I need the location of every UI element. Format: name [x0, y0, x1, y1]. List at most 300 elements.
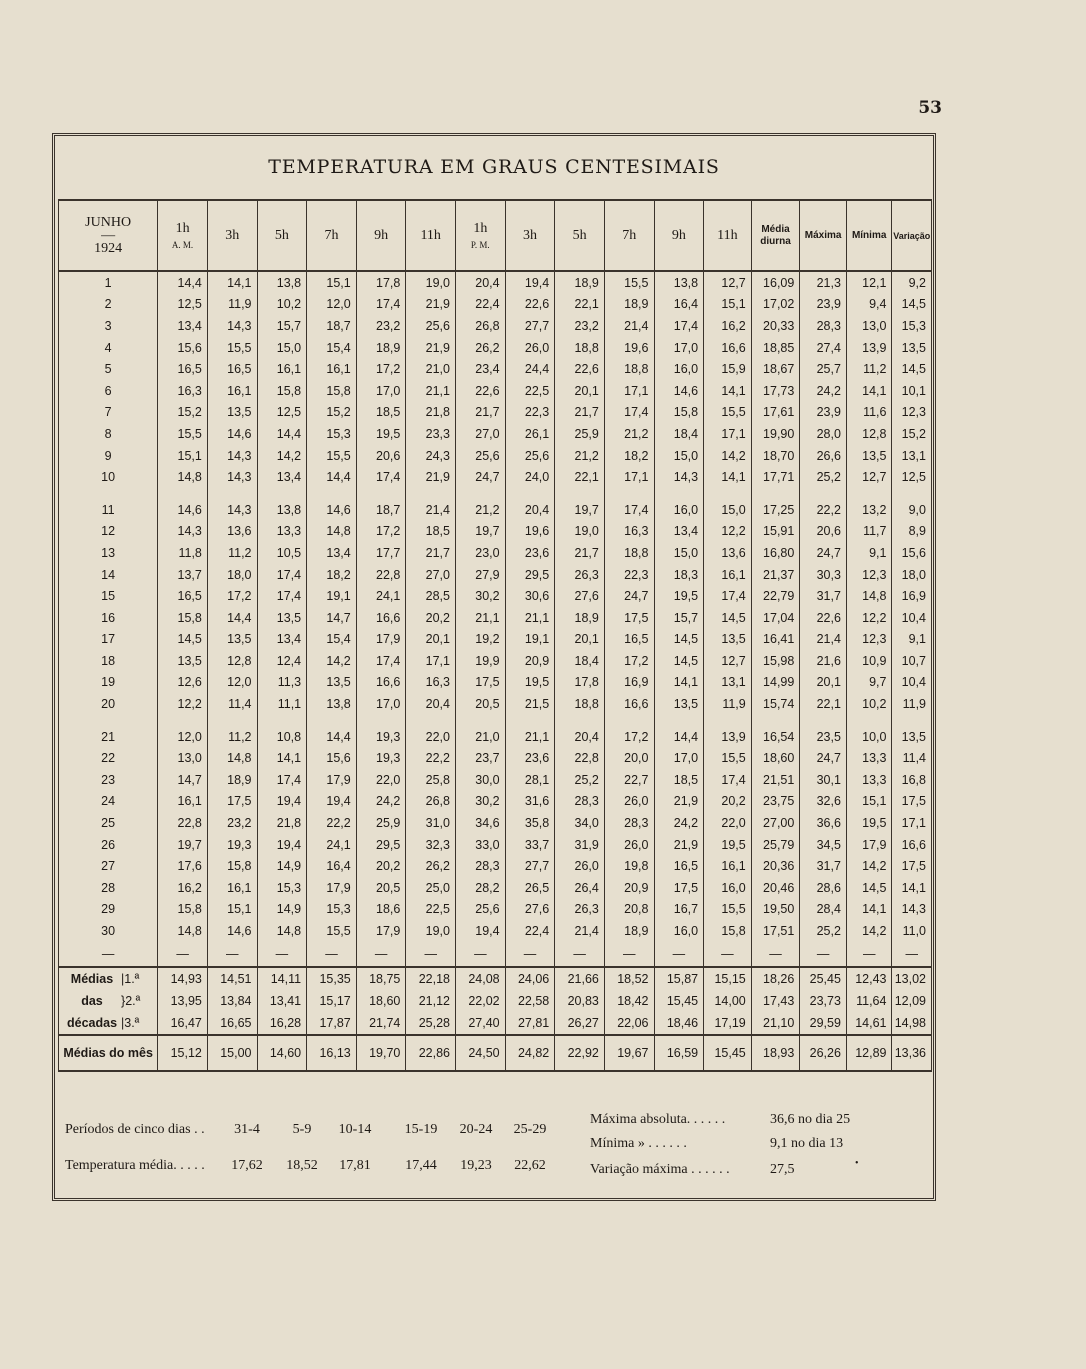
value-cell: 16,0: [654, 358, 704, 380]
value-cell: 10,4: [892, 672, 932, 694]
dash-row: [59, 942, 932, 967]
value-cell: 23,9: [800, 294, 847, 316]
col-minima: Mínima: [846, 200, 892, 271]
value-cell: 13,5: [257, 607, 307, 629]
value-cell: 19,5: [846, 812, 892, 834]
value-cell: 10,0: [846, 726, 892, 748]
dash-cell: —: [704, 942, 752, 967]
value-cell: 23,5: [800, 726, 847, 748]
value-cell: 15,3: [307, 899, 357, 921]
value-cell: 17,4: [257, 585, 307, 607]
month-average-cell: 15,45: [704, 1035, 752, 1071]
day-cell: 14: [59, 564, 158, 586]
value-cell: 10,7: [892, 650, 932, 672]
value-cell: 14,1: [654, 672, 704, 694]
value-cell: 19,0: [555, 521, 605, 543]
value-cell: 26,2: [406, 855, 456, 877]
value-cell: 12,2: [158, 693, 208, 715]
value-cell: 17,5: [892, 855, 932, 877]
value-cell: 14,4: [257, 423, 307, 445]
value-cell: 21,2: [555, 445, 605, 467]
value-cell: 12,2: [704, 521, 752, 543]
decade-average-cell: 25,28: [406, 1012, 456, 1035]
value-cell: 25,0: [406, 877, 456, 899]
decade-average-cell: 21,66: [555, 967, 605, 990]
value-cell: 11,9: [704, 693, 752, 715]
decade-average-cell: 14,98: [892, 1012, 932, 1035]
value-cell: 20,5: [356, 877, 406, 899]
table-row: [59, 607, 932, 629]
header-year: 1924: [94, 240, 123, 256]
value-cell: 15,7: [257, 315, 307, 337]
value-cell: 21,37: [751, 564, 800, 586]
col-11pm: 11h: [704, 200, 752, 271]
value-cell: 31,7: [800, 855, 847, 877]
table-row: [59, 466, 932, 488]
value-cell: 16,8: [892, 769, 932, 791]
value-cell: 15,5: [307, 445, 357, 467]
value-cell: 14,3: [207, 466, 257, 488]
value-cell: 27,6: [555, 585, 605, 607]
table-row: [59, 855, 932, 877]
value-cell: 20,4: [505, 499, 555, 521]
value-cell: 22,6: [505, 294, 555, 316]
value-cell: 16,5: [604, 629, 654, 651]
day-cell: 7: [59, 402, 158, 424]
month-average-cell: 15,12: [158, 1035, 208, 1071]
value-cell: 22,79: [751, 585, 800, 607]
value-cell: 17,2: [604, 650, 654, 672]
value-cell: 14,5: [892, 358, 932, 380]
value-cell: 14,1: [704, 380, 752, 402]
value-cell: 16,6: [604, 693, 654, 715]
value-cell: 24,1: [356, 585, 406, 607]
value-cell: 14,1: [704, 466, 752, 488]
decade-average-cell: 13,95: [158, 990, 208, 1012]
value-cell: 17,6: [158, 855, 208, 877]
value-cell: 12,0: [207, 672, 257, 694]
dash-cell: —: [158, 942, 208, 967]
value-cell: 18,4: [654, 423, 704, 445]
value-cell: 13,9: [846, 337, 892, 359]
value-cell: 16,6: [892, 834, 932, 856]
value-cell: 17,4: [704, 585, 752, 607]
dash-cell: —: [207, 942, 257, 967]
value-cell: 13,8: [257, 271, 307, 294]
decade-average-cell: 22,58: [505, 990, 555, 1012]
day-cell: 26: [59, 834, 158, 856]
value-cell: 13,5: [207, 629, 257, 651]
value-cell: 21,7: [406, 542, 456, 564]
value-cell: 14,4: [307, 466, 357, 488]
value-cell: 17,4: [356, 466, 406, 488]
value-cell: 15,6: [307, 747, 357, 769]
value-cell: 20,4: [456, 271, 506, 294]
month-average-cell: 18,93: [751, 1035, 800, 1071]
table-row: [59, 747, 932, 769]
decade-average-cell: 15,35: [307, 967, 357, 990]
value-cell: 16,4: [307, 855, 357, 877]
decade-label-cell: das }2.ª: [59, 990, 158, 1012]
value-cell: 26,5: [505, 877, 555, 899]
value-cell: 20,33: [751, 315, 800, 337]
value-cell: 30,2: [456, 791, 506, 813]
value-cell: 21,0: [456, 726, 506, 748]
value-cell: 14,8: [257, 920, 307, 942]
value-cell: 24,2: [654, 812, 704, 834]
value-cell: 19,3: [356, 747, 406, 769]
value-cell: 14,2: [846, 920, 892, 942]
temperature-table-wrap: [58, 199, 932, 1072]
value-cell: 21,4: [604, 315, 654, 337]
table-row: [59, 380, 932, 402]
decade-number: 2.ª: [125, 993, 141, 1008]
value-cell: 12,1: [846, 271, 892, 294]
period-cell: 25-29: [513, 1122, 547, 1137]
value-cell: 17,4: [604, 402, 654, 424]
value-cell: 26,0: [555, 855, 605, 877]
header-dash: —: [101, 227, 116, 243]
value-cell: 26,3: [555, 564, 605, 586]
month-average-row: [59, 1035, 932, 1071]
value-cell: 13,6: [207, 521, 257, 543]
month-average-cell: 12,89: [846, 1035, 892, 1071]
value-cell: 10,9: [846, 650, 892, 672]
value-cell: 17,5: [604, 607, 654, 629]
value-cell: 28,1: [505, 769, 555, 791]
value-cell: 20,36: [751, 855, 800, 877]
value-cell: 17,4: [356, 650, 406, 672]
value-cell: 15,6: [892, 542, 932, 564]
decade-average-cell: 29,59: [800, 1012, 847, 1035]
value-cell: 14,8: [158, 920, 208, 942]
value-cell: 17,71: [751, 466, 800, 488]
value-cell: 24,3: [406, 445, 456, 467]
value-cell: 18,4: [555, 650, 605, 672]
value-cell: 13,3: [846, 747, 892, 769]
value-cell: 17,2: [356, 521, 406, 543]
decade-average-cell: 14,51: [207, 967, 257, 990]
decade-average-cell: 12,43: [846, 967, 892, 990]
value-cell: 17,7: [356, 542, 406, 564]
value-cell: 13,4: [654, 521, 704, 543]
value-cell: 22,8: [555, 747, 605, 769]
value-cell: 23,4: [456, 358, 506, 380]
table-row: [59, 812, 932, 834]
value-cell: 14,1: [257, 747, 307, 769]
value-cell: 17,9: [356, 629, 406, 651]
table-row: [59, 499, 932, 521]
value-cell: 23,2: [207, 812, 257, 834]
value-cell: 16,1: [704, 855, 752, 877]
value-cell: 24,7: [800, 542, 847, 564]
value-cell: 34,5: [800, 834, 847, 856]
dash-cell: —: [456, 942, 506, 967]
value-cell: 13,1: [892, 445, 932, 467]
value-cell: 28,2: [456, 877, 506, 899]
value-cell: 20,8: [604, 899, 654, 921]
day-cell: 23: [59, 769, 158, 791]
value-cell: 21,6: [800, 650, 847, 672]
table-row: [59, 726, 932, 748]
col-1am: 1h A. M.: [158, 200, 208, 271]
value-cell: 12,8: [207, 650, 257, 672]
decade-average-cell: 15,17: [307, 990, 357, 1012]
value-cell: 14,3: [207, 445, 257, 467]
value-cell: 18,2: [307, 564, 357, 586]
value-cell: 27,7: [505, 855, 555, 877]
value-cell: 13,4: [257, 466, 307, 488]
value-cell: 17,0: [654, 337, 704, 359]
decade-average-row: [59, 1012, 932, 1035]
value-cell: 22,4: [505, 920, 555, 942]
value-cell: 16,2: [704, 315, 752, 337]
day-cell: 10: [59, 466, 158, 488]
value-cell: 14,3: [207, 499, 257, 521]
value-cell: 14,8: [307, 521, 357, 543]
value-cell: 14,5: [846, 877, 892, 899]
value-cell: 9,1: [846, 542, 892, 564]
value-cell: 11,3: [257, 672, 307, 694]
value-cell: 19,5: [356, 423, 406, 445]
value-cell: 31,9: [555, 834, 605, 856]
value-cell: 12,7: [846, 466, 892, 488]
decade-average-cell: 26,27: [555, 1012, 605, 1035]
max-variation-label: Variação máxima . . . . . .: [590, 1162, 730, 1177]
value-cell: 21,8: [406, 402, 456, 424]
value-cell: 11,0: [892, 920, 932, 942]
value-cell: 23,2: [555, 315, 605, 337]
decade-average-cell: 15,45: [654, 990, 704, 1012]
value-cell: 22,8: [356, 564, 406, 586]
table-row: [59, 337, 932, 359]
dash-cell: —: [654, 942, 704, 967]
value-cell: 19,6: [604, 337, 654, 359]
value-cell: 9,2: [892, 271, 932, 294]
value-cell: 15,6: [158, 337, 208, 359]
period-temperature-cell: 22,62: [514, 1158, 546, 1173]
value-cell: 23,75: [751, 791, 800, 813]
table-row: [59, 585, 932, 607]
value-cell: 13,7: [158, 564, 208, 586]
value-cell: 22,5: [505, 380, 555, 402]
table-row: [59, 358, 932, 380]
decade-average-cell: 17,19: [704, 1012, 752, 1035]
value-cell: 19,90: [751, 423, 800, 445]
value-cell: 21,1: [456, 607, 506, 629]
value-cell: 13,8: [654, 271, 704, 294]
period-temperature-cell: 18,52: [286, 1158, 318, 1173]
value-cell: 11,2: [207, 542, 257, 564]
value-cell: 17,8: [356, 271, 406, 294]
value-cell: 18,0: [207, 564, 257, 586]
value-cell: 21,3: [800, 271, 847, 294]
day-cell: 19: [59, 672, 158, 694]
value-cell: 26,3: [555, 899, 605, 921]
decade-average-cell: 24,06: [505, 967, 555, 990]
decade-number: 1.ª: [124, 971, 140, 986]
month-average-cell: 19,70: [356, 1035, 406, 1071]
value-cell: 30,3: [800, 564, 847, 586]
value-cell: 24,4: [505, 358, 555, 380]
value-cell: 16,1: [158, 791, 208, 813]
value-cell: 15,2: [307, 402, 357, 424]
value-cell: 19,2: [456, 629, 506, 651]
value-cell: 15,4: [307, 629, 357, 651]
value-cell: 22,0: [356, 769, 406, 791]
value-cell: 17,2: [207, 585, 257, 607]
value-cell: 21,1: [505, 726, 555, 748]
header-month-year: [59, 200, 158, 271]
value-cell: 28,6: [800, 877, 847, 899]
value-cell: 14,3: [207, 315, 257, 337]
period-cell: 15-19: [404, 1122, 438, 1137]
day-cell: 3: [59, 315, 158, 337]
day-cell: 5: [59, 358, 158, 380]
value-cell: 17,51: [751, 920, 800, 942]
value-cell: 15,1: [158, 445, 208, 467]
col-11am: 11h: [406, 200, 456, 271]
value-cell: 18,6: [356, 899, 406, 921]
value-cell: 14,6: [654, 380, 704, 402]
value-cell: 11,4: [892, 747, 932, 769]
decade-average-cell: 14,61: [846, 1012, 892, 1035]
value-cell: 26,1: [505, 423, 555, 445]
value-cell: 11,8: [158, 542, 208, 564]
day-cell: 18: [59, 650, 158, 672]
value-cell: 12,5: [892, 466, 932, 488]
value-cell: 17,02: [751, 294, 800, 316]
decade-average-cell: 12,09: [892, 990, 932, 1012]
value-cell: 13,8: [307, 693, 357, 715]
value-cell: 27,0: [406, 564, 456, 586]
month-average-label: Médias do mês: [59, 1035, 158, 1071]
value-cell: 14,4: [654, 726, 704, 748]
value-cell: 21,4: [406, 499, 456, 521]
period-cell: 31-4: [234, 1122, 260, 1137]
period-temperature-cell: 17,62: [231, 1158, 263, 1173]
value-cell: 22,8: [158, 812, 208, 834]
value-cell: 25,79: [751, 834, 800, 856]
value-cell: 22,2: [307, 812, 357, 834]
decade-average-cell: 13,41: [257, 990, 307, 1012]
value-cell: 17,04: [751, 607, 800, 629]
value-cell: 19,4: [456, 920, 506, 942]
value-cell: 13,3: [257, 521, 307, 543]
value-cell: 27,7: [505, 315, 555, 337]
value-cell: 17,1: [604, 466, 654, 488]
value-cell: 21,8: [257, 812, 307, 834]
value-cell: 14,2: [307, 650, 357, 672]
value-cell: 17,1: [704, 423, 752, 445]
table-row: [59, 650, 932, 672]
value-cell: 25,9: [356, 812, 406, 834]
value-cell: 15,5: [307, 920, 357, 942]
value-cell: 17,0: [356, 380, 406, 402]
value-cell: 13,5: [207, 402, 257, 424]
value-cell: 25,2: [800, 466, 847, 488]
value-cell: 20,2: [704, 791, 752, 813]
day-cell: 29: [59, 899, 158, 921]
value-cell: 14,2: [846, 855, 892, 877]
value-cell: 15,3: [257, 877, 307, 899]
value-cell: 14,6: [307, 499, 357, 521]
value-cell: 30,1: [800, 769, 847, 791]
value-cell: 23,2: [356, 315, 406, 337]
value-cell: 16,0: [654, 499, 704, 521]
decade-average-cell: 24,08: [456, 967, 506, 990]
value-cell: 15,3: [892, 315, 932, 337]
header-row: [59, 200, 932, 271]
value-cell: 26,0: [604, 791, 654, 813]
day-cell: 13: [59, 542, 158, 564]
value-cell: 33,0: [456, 834, 506, 856]
month-average-cell: 13,36: [892, 1035, 932, 1071]
value-cell: 22,7: [604, 769, 654, 791]
value-cell: 31,7: [800, 585, 847, 607]
month-average-cell: 24,82: [505, 1035, 555, 1071]
value-cell: 11,2: [846, 358, 892, 380]
temperature-table: [58, 199, 932, 1072]
value-cell: 15,3: [307, 423, 357, 445]
value-cell: 14,2: [257, 445, 307, 467]
day-cell: 9: [59, 445, 158, 467]
decade-average-cell: 18,60: [356, 990, 406, 1012]
value-cell: 21,4: [800, 629, 847, 651]
value-cell: 17,9: [356, 920, 406, 942]
value-cell: 15,5: [704, 402, 752, 424]
value-cell: 18,70: [751, 445, 800, 467]
decade-average-cell: 25,45: [800, 967, 847, 990]
value-cell: 18,5: [356, 402, 406, 424]
value-cell: 16,1: [207, 877, 257, 899]
day-cell: 1: [59, 271, 158, 294]
value-cell: 28,4: [800, 899, 847, 921]
decade-average-cell: 16,28: [257, 1012, 307, 1035]
value-cell: 23,6: [505, 542, 555, 564]
value-cell: 11,1: [257, 693, 307, 715]
value-cell: 26,8: [456, 315, 506, 337]
table-row: [59, 672, 932, 694]
dash-cell: —: [846, 942, 892, 967]
value-cell: 14,5: [158, 629, 208, 651]
value-cell: 11,4: [207, 693, 257, 715]
group-gap: [59, 488, 932, 499]
value-cell: 15,7: [654, 607, 704, 629]
table-row: [59, 769, 932, 791]
value-cell: 19,3: [356, 726, 406, 748]
value-cell: 16,09: [751, 271, 800, 294]
period-temperature-cell: 17,81: [339, 1158, 371, 1173]
value-cell: 18,9: [207, 769, 257, 791]
value-cell: 17,73: [751, 380, 800, 402]
value-cell: 14,7: [158, 769, 208, 791]
decade-average-cell: 13,02: [892, 967, 932, 990]
value-cell: 19,0: [406, 271, 456, 294]
value-cell: 25,7: [800, 358, 847, 380]
value-cell: 17,9: [307, 877, 357, 899]
value-cell: 21,7: [555, 542, 605, 564]
value-cell: 32,3: [406, 834, 456, 856]
decade-average-cell: 21,12: [406, 990, 456, 1012]
value-cell: 17,4: [257, 769, 307, 791]
day-cell: 2: [59, 294, 158, 316]
value-cell: 22,0: [406, 726, 456, 748]
month-average-cell: 16,59: [654, 1035, 704, 1071]
col-3pm: 3h: [505, 200, 555, 271]
value-cell: 21,0: [406, 358, 456, 380]
value-cell: 14,99: [751, 672, 800, 694]
